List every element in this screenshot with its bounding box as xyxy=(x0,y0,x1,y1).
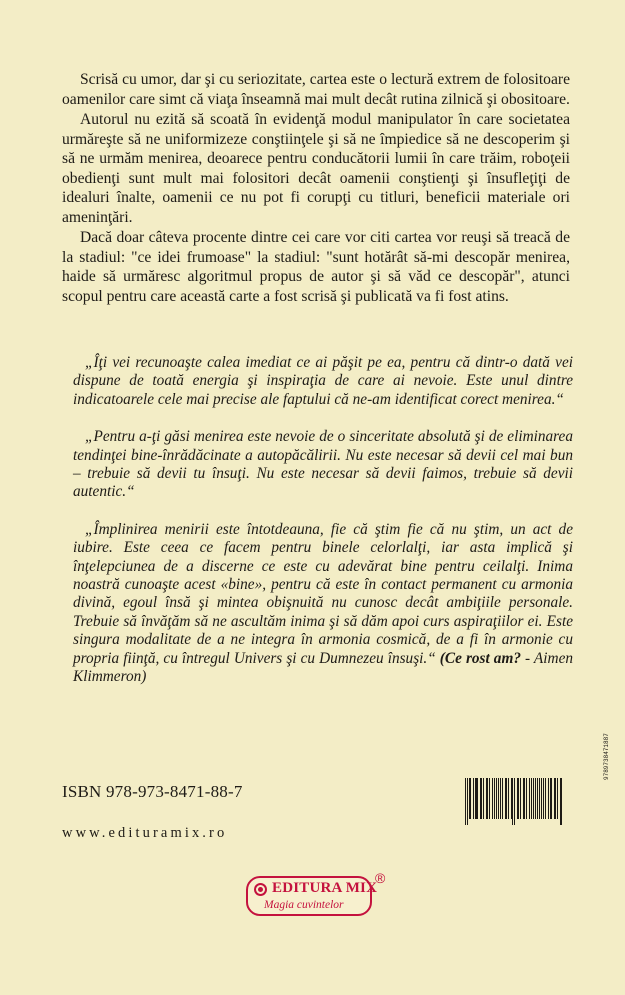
intro-paragraph: Scrisă cu umor, dar şi cu seriozitate, cartea este o lectură extrem de folositoare oamenilor care simt că viaţa înseamnă mai mult decât rutina zilnică şi obositoare. xyxy=(62,71,570,108)
barcode-bar xyxy=(508,778,509,819)
intro-paragraph: Autorul nu ezită să scoată în evidenţă modul manipulator în care societatea urmăreşte să ne uniformizeze conştiinţele şi să ne împiedice să ne descoperim şi să ne urmăm menirea, deoarece pentru conducătorii lumii în care trăim, roboţeii obedienţi sunt mult mai folositori decât oamenii conştienţi şi însufleţiţi de idealuri înalte, oamenii ce nu pot fi corupţi cu titluri, beneficii materiale ori ameninţări. xyxy=(62,111,570,226)
quote-paragraph: „Îţi vei recunoaşte calea imediat ce ai păşit pe ea, pentru că dintr-o dată vei dispune de toată energia şi inspiraţia de care ai nevoie. Este unul dintre indicatoarele cele mai precise ale faptului că ne-am identificat corect menirea.“ xyxy=(73,354,573,408)
barcode-bar xyxy=(476,778,477,819)
quote-paragraph: „Pentru a-ţi găsi menirea este nevoie de o sinceritate absolută şi de eliminarea tendinţei bine-înrădăcinate a autopăcălirii. Nu este necesar să devii cel mai bun – trebuie să devii tu însuţi. Nu este necesar să devii faimos, trebuie să devii autentic.“ xyxy=(73,428,573,501)
barcode-bar xyxy=(481,778,482,819)
barcode-bar xyxy=(512,778,513,825)
registered-trademark-icon: ® xyxy=(375,870,386,886)
barcode-bar xyxy=(551,778,552,819)
publisher-website: www.edituramix.ro xyxy=(62,825,228,841)
isbn-barcode xyxy=(465,778,563,826)
barcode-bar xyxy=(498,778,499,819)
barcode-bar xyxy=(500,778,501,819)
publisher-name: EDITURA MIX xyxy=(272,880,378,896)
barcode-bar xyxy=(557,778,558,819)
barcode-bar xyxy=(518,778,519,819)
quote-text: „Împlinirea menirii este întotdeauna, fie că ştim fie că nu ştim, un act de iubire. Este ceea ce facem pentru binele celorlalţi, iar asta implică şi înţelepciunea de a discerne ce este cu adevărat bine pentru ceilalţi. Inima noastră cunoaşte acest «bine», pentru că este în contact permanent cu armonia divină, egoul însă şi mintea obişnuită nu cunosc decât ambiţiile personale. Trebuie să învăţăm să ne ascultăm inima şi să dăm apoi curs aspiraţiilor ei. Este singura modalitate de a ne integra în armonia cosmică, de a fi în armonie cu propria fiinţă, cu întregul Univers şi cu Dumnezeu însuşi.“ xyxy=(73,520,573,667)
publisher-logo xyxy=(246,876,378,916)
barcode-bar xyxy=(487,778,488,819)
isbn-number: ISBN 978-973-8471-88-7 xyxy=(62,782,243,801)
intro-paragraph: Dacă doar câteva procente dintre cei care vor citi cartea vor reuşi să treacă de la stadiul: "ce idei frumoase" la stadiul: "sunt hotărât să-mi descopăr menirea, haide să urmăresc algoritmul propus de autor şi să văd ce descopăr", atunci scopul pentru care această carte a fost scrisă şi publicată va fi fost atins. xyxy=(62,229,570,305)
book-quotes xyxy=(73,354,573,706)
quote-source-author: - Aimen Klimmeron) xyxy=(73,649,574,686)
barcode-bar xyxy=(543,778,544,819)
barcode-bar xyxy=(529,778,530,819)
barcode-digits: 9789738471887 xyxy=(603,733,610,780)
barcode-bar xyxy=(470,778,471,819)
barcode-bar xyxy=(535,778,536,819)
barcode-bar xyxy=(526,778,527,819)
barcode-bar xyxy=(492,778,493,819)
back-cover-description xyxy=(62,70,570,307)
quote-source-title: (Ce rost am? xyxy=(439,649,521,667)
publisher-slogan: Magia cuvintelor xyxy=(264,899,344,911)
barcode-bar xyxy=(545,778,546,819)
flower-icon xyxy=(254,883,267,896)
quote-paragraph xyxy=(73,521,573,687)
